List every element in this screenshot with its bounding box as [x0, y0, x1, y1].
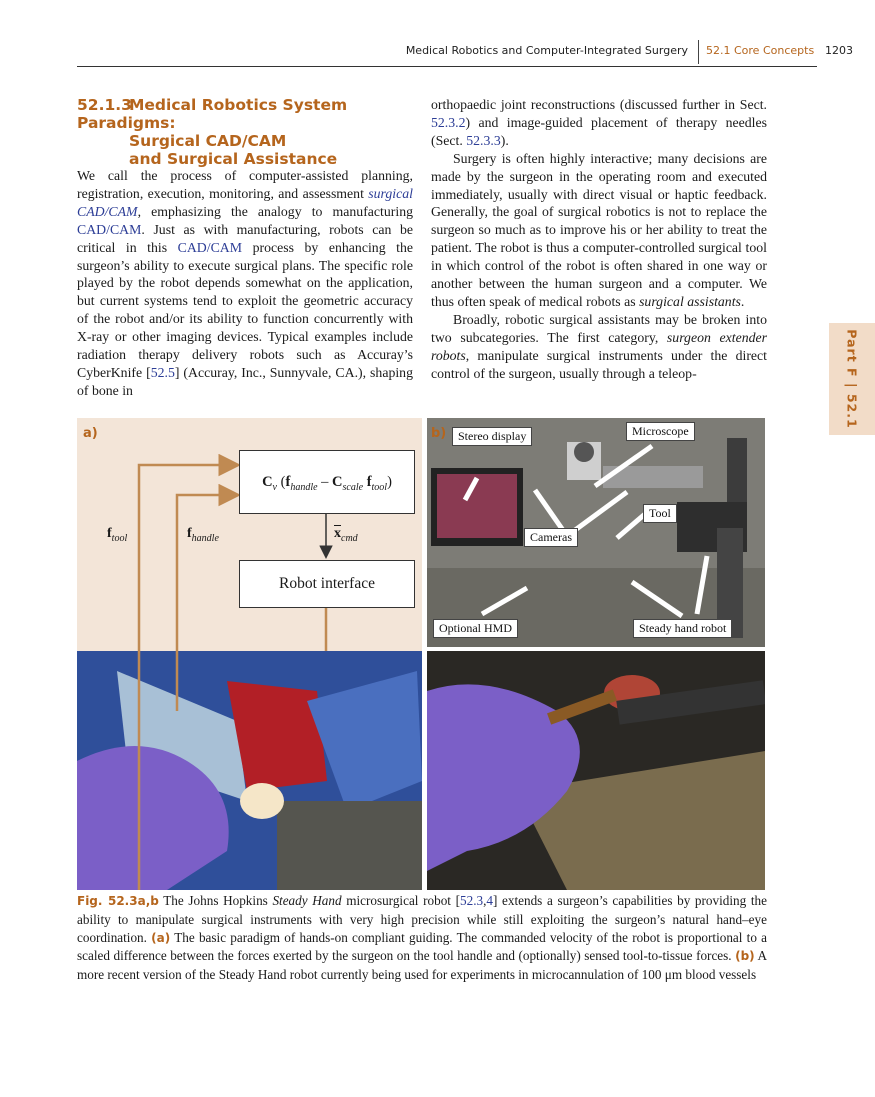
section-title-3: and Surgical Assistance	[129, 150, 338, 168]
panel-b-photo-2	[427, 651, 765, 890]
part-side-tab	[829, 323, 875, 435]
x-cmd-label: $\overline{x}_{cmd}$	[334, 526, 358, 544]
section-heading	[77, 96, 417, 168]
robot-interface-box: Robot interface	[239, 560, 415, 608]
running-header-title: Medical Robotics and Computer-Integrated Surgery	[405, 44, 688, 57]
surgical-cad-cam-link[interactable]: surgical CAD/CAM	[77, 185, 413, 219]
f-handle-label: $f_{handle}$	[187, 526, 219, 544]
panel-a-diagram	[77, 418, 422, 651]
side-tab-label: Part F | 52.1	[844, 329, 860, 429]
right-paragraph-3: Broadly, robotic surgical assistants may be broken into two subcategories. The first category, surgeon extender robots, manipulate surgical instruments under the direct control of the surgeon, usually through a teleop-	[431, 311, 768, 381]
cad-cam-link-2[interactable]: CAD/CAM	[177, 239, 243, 255]
header-rule	[77, 66, 817, 67]
right-column	[431, 96, 767, 383]
panel-b-photo	[427, 418, 765, 647]
panel-a-photo	[77, 651, 422, 890]
panel-b-letter: b)	[431, 426, 447, 441]
page-number: 1203	[825, 44, 853, 57]
label-optional-hmd: Optional HMD	[433, 619, 518, 638]
caption-part-b: (b)	[735, 949, 755, 964]
label-microscope: Microscope	[626, 422, 695, 441]
microsurgical-setup-illustration	[427, 418, 765, 647]
label-steady-hand-robot: Steady hand robot	[633, 619, 732, 638]
f-handle-arrow	[177, 495, 236, 651]
f-tool-arrow	[139, 465, 236, 651]
label-tool: Tool	[643, 504, 677, 523]
hands-on-guiding-photo	[77, 651, 422, 890]
header-divider	[698, 40, 699, 64]
sect-link-52-3-2[interactable]: 52.3.2	[431, 114, 466, 130]
control-law-box: $C_v$ ($f_{handle} - C_{scale}$ $f_{tool}$)	[239, 450, 415, 514]
right-paragraph-1: orthopaedic joint reconstructions (discussed further in Sect. 52.3.2) and image-guided placement of therapy needles (Sect. 52.3.3).	[431, 97, 767, 148]
label-stereo-display: Stereo display	[452, 427, 532, 446]
ref-link-52-3[interactable]: 52.3	[460, 893, 484, 908]
left-paragraph-1: We call the process of computer-assisted planning, registration, execution, monitoring, and assessment surgical CAD/CAM, emphasizing the analogy to manufacturing CAD/CAM. Just as with manufacturing, robots can be critical in this CAD/CAM process by enhancing the surgeon’s ability to execute surgical plans. The specific role played by the robot depends somewhat on the application, but current systems tend to exploit the geometric accuracy of the robot and/or its ability to function concurrently with X-ray or other imaging devices. Typical examples include radiation therapy delivery robots such as Accuray’s CyberKnife [52.5] (Accuray, Inc., Sunnyvale, CA.), shaping of bone in	[77, 168, 413, 398]
microcannulation-photo	[427, 651, 765, 890]
label-cameras: Cameras	[524, 528, 578, 547]
caption-part-a: (a)	[151, 930, 171, 945]
figure-caption: Fig. 52.3a,b The Johns Hopkins Steady Hand microsurgical robot [52.3,4] extends a surgeon’s capabilities by providing the ability to manipulate surgical instruments with very high precision while still exploiting the surgeon’s natural hand–eye coordination. (a) The basic paradigm of hands-on compliant guiding. The commanded velocity of the robot is proportional to a scaled difference between the forces exerted by the surgeon on the tool handle and (optionally) sensed tool-to-tissue forces. (b) A more recent version of the Steady Hand robot currently being used for experiments in microcannulation of 100 μm blood vessels	[77, 893, 768, 983]
section-title-1: Medical Robotics System Paradigms:	[77, 96, 348, 132]
running-header	[77, 44, 853, 62]
light-glare	[240, 783, 284, 819]
section-heading-line-1	[77, 96, 417, 132]
right-paragraph-2: Surgery is often highly interactive; many decisions are made by the surgeon in the operating room and executed immediately, usually with direct visual or haptic feedback. Generally, the goal of surgical robotics is not to replace the surgeon so much as to improve his or her ability to treat the patient. The robot is thus a computer-controlled surgical tool in which control of the robot is often shared in one way or another between the human surgeon and a computer. We thus often speak of medical robots as surgical assistants.	[431, 150, 767, 309]
section-number: 52.1.3	[77, 96, 132, 114]
caption-label: Fig. 52.3a,b	[77, 894, 159, 908]
left-column	[77, 167, 413, 400]
ref-link-4[interactable]: 4	[486, 893, 493, 908]
cad-cam-link-1[interactable]: CAD/CAM	[77, 221, 142, 237]
sect-link-52-3-3[interactable]: 52.3.3	[466, 132, 501, 148]
running-header-section: 52.1 Core Concepts	[706, 44, 815, 57]
ref-link-52-5[interactable]: 52.5	[150, 364, 175, 380]
panel-a-letter: a)	[83, 426, 98, 441]
section-title-2: Surgical CAD/CAM	[129, 132, 287, 150]
f-tool-label: $f_{tool}$	[107, 526, 128, 544]
figure-52-3	[77, 418, 765, 890]
